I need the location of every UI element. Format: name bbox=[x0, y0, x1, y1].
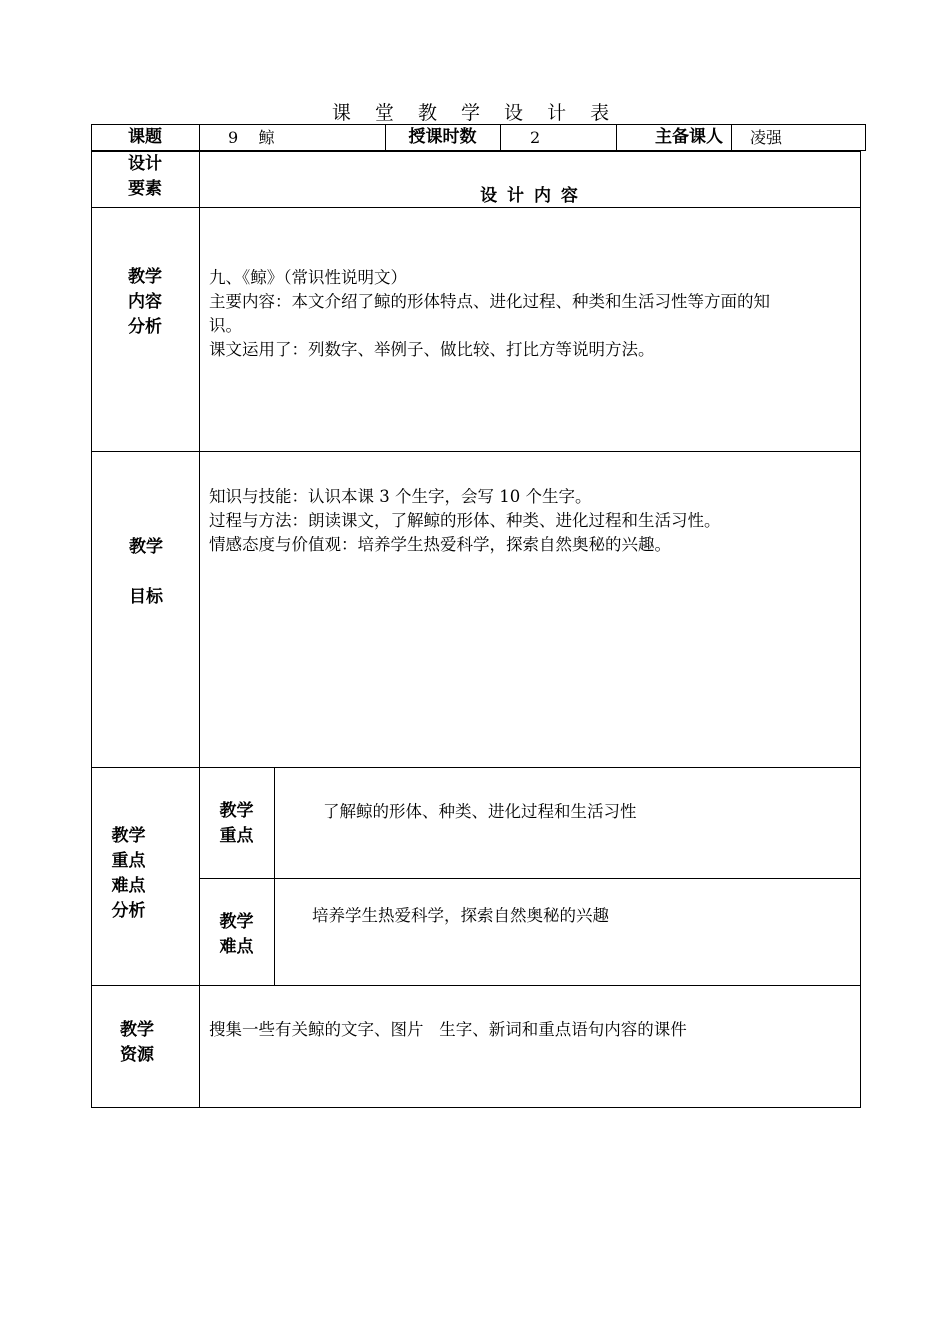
focus-label: 教学 重点 bbox=[219, 801, 254, 846]
objectives-content: 知识与技能：认识本课 3 个生字，会写 10 个生字。 过程与方法：朗读课文，了解鲸的形体、种类、进化过程和生活习性。 情感态度与价值观：培养学生热爱科学，探索自然奥秘的兴趣。 bbox=[209, 487, 721, 554]
objectives-label-2: 目标 bbox=[129, 587, 163, 607]
analysis-content: 九、《鲸》（常识性说明文） 主要内容：本文介绍了鲸的形体特点、进化过程、种类和生活习性等方面的知 识。 课文运用了：列数字、举例子、做比较、打比方等说明方法。 bbox=[209, 268, 770, 359]
topic-value: 9 鲸 bbox=[228, 128, 275, 147]
resources-text: 搜集一些有关鲸的文字、图片 生字、新词和重点语句内容的课件 bbox=[209, 1020, 687, 1039]
design-label: 设计 要素 bbox=[128, 154, 162, 199]
hours-value: 2 bbox=[530, 128, 541, 147]
topic-label: 课题 bbox=[128, 127, 162, 147]
analysis-label: 教学 内容 分析 bbox=[128, 267, 162, 337]
teacher-label: 主备课人 bbox=[655, 127, 723, 147]
difficulty-label: 教学 难点 bbox=[219, 912, 254, 957]
resources-label: 教学 资源 bbox=[120, 1020, 154, 1065]
page-title: 课 堂 教 学 设 计 表 bbox=[331, 102, 619, 124]
objectives-label-1: 教学 bbox=[129, 537, 163, 557]
keypoints-label: 教学 重点 难点 分析 bbox=[111, 826, 146, 921]
teacher-value: 凌强 bbox=[750, 128, 783, 147]
focus-text: 了解鲸的形体、种类、进化过程和生活习性 bbox=[323, 802, 637, 821]
design-content-heading: 设 计 内 容 bbox=[480, 186, 580, 206]
hours-label: 授课时数 bbox=[408, 127, 477, 147]
difficulty-text: 培养学生热爱科学，探索自然奥秘的兴趣 bbox=[312, 906, 609, 925]
